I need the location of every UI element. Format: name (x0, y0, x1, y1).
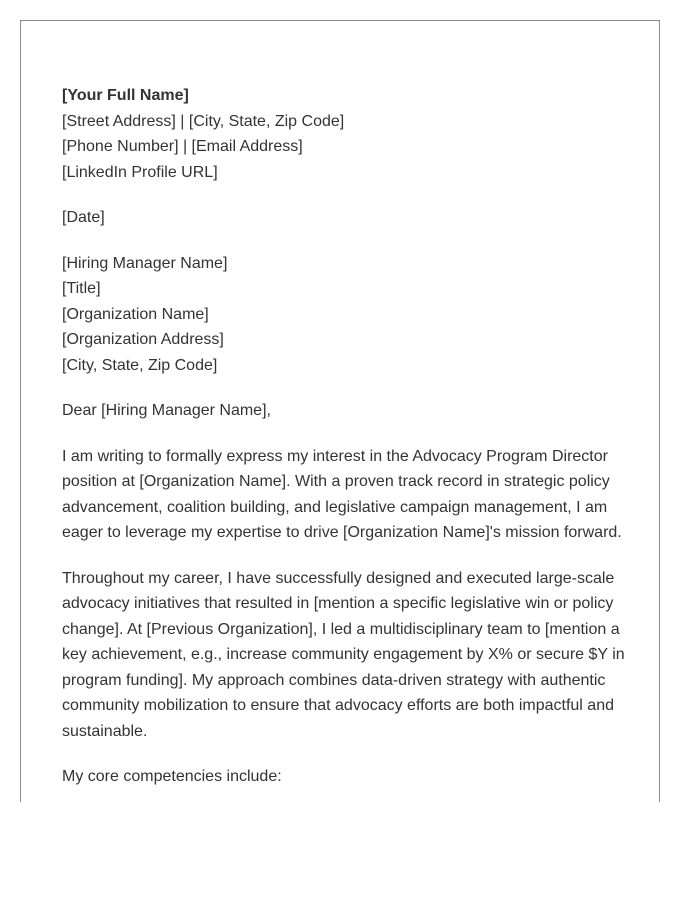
letter-page (20, 20, 660, 802)
sender-contact: [Phone Number] | [Email Address] (62, 138, 303, 155)
recipient-title: [Title] (62, 280, 101, 297)
recipient-block (62, 251, 632, 379)
recipient-organization: [Organization Name] (62, 305, 209, 323)
recipient-org-address: [Organization Address] (62, 331, 224, 348)
sender-name: [Your Full Name] (62, 87, 189, 104)
letter-content (62, 83, 632, 790)
recipient-city-state-zip: [City, State, Zip Code] (62, 356, 218, 374)
competencies-intro: My core competencies include: (62, 768, 282, 785)
sender-linkedin: [LinkedIn Profile URL] (62, 163, 218, 181)
sender-address: [Street Address] | [City, State, Zip Code] (62, 112, 345, 130)
salutation: Dear [Hiring Manager Name], (62, 402, 271, 419)
body-paragraph-1: I am writing to formally express my interest in the Advocacy Program Director position at [Organization Name]. With a proven track record in strategic policy advancement, coalition building, and legislative campaign management, I am eager to leverage my expertise to drive [Organization Name]'s mission forward. (62, 447, 622, 541)
recipient-name: [Hiring Manager Name] (62, 254, 228, 272)
date-block (62, 205, 632, 231)
body-paragraph-2: Throughout my career, I have successfully designed and executed large-scale advocacy initiatives that resulted in [mention a specific legislative win or policy change]. At [Previous Organization], I led a multidisciplinary team to [mention a key achievement, e.g., increase community engagement by X% or secure $Y in program funding]. My approach combines data-driven strategy with authentic community mobilization to ensure that advocacy efforts are both impactful and sustainable. (62, 569, 625, 740)
sender-block (62, 83, 632, 185)
letter-date: [Date] (62, 209, 105, 226)
